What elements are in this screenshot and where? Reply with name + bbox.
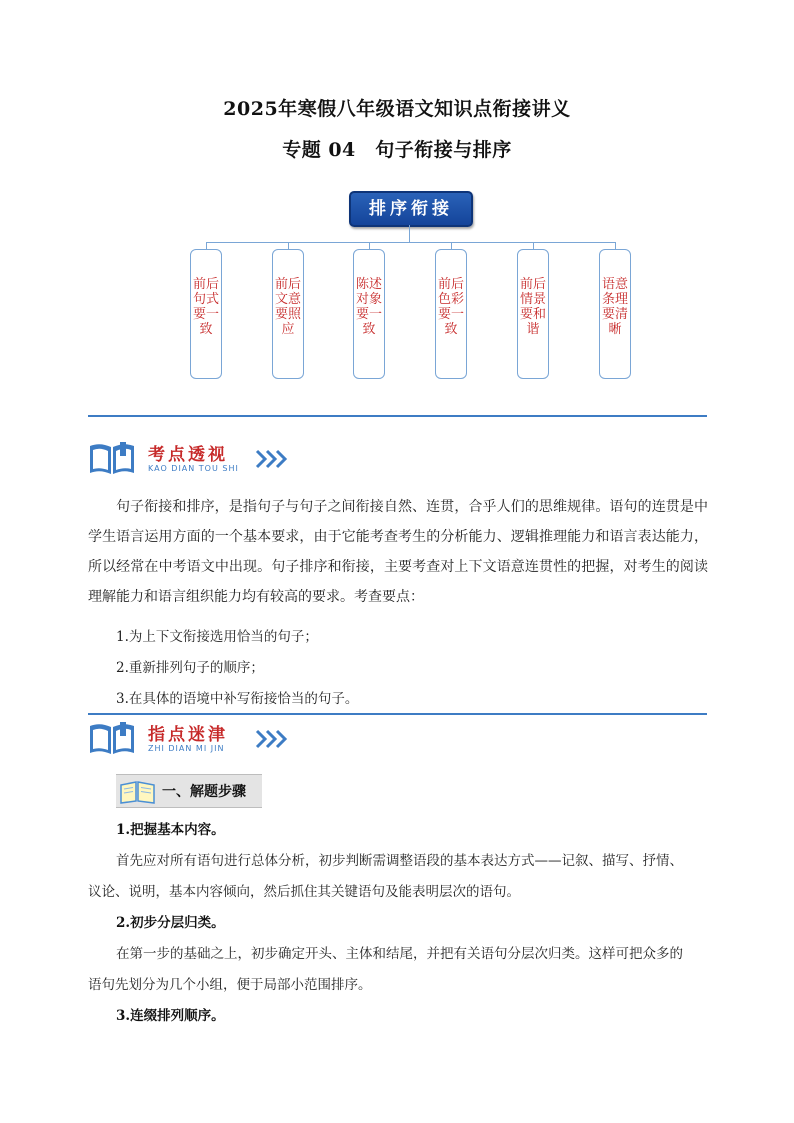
connector-line: [206, 242, 615, 243]
body-line: 在第一步的基础之上，初步确定开头、主体和结尾，并把有关语句分层次归类。这样可把众多的: [116, 946, 683, 962]
body-line: 议论、说明，基本内容倾向，然后抓住其关键语句及能表明层次的语句。: [88, 884, 520, 900]
connector-line: [369, 242, 370, 249]
step-title: 一、解题步骤: [162, 784, 246, 800]
connector-line: [409, 225, 410, 242]
open-book-icon: [88, 442, 136, 476]
open-book-icon: [88, 722, 136, 756]
mindmap-leaf: 语意条理要清晰: [599, 249, 631, 379]
section-title: 考点透视: [148, 445, 228, 465]
section-header-zhidian: [88, 718, 388, 760]
doc-title: 2025年寒假八年级语文知识点衔接讲义: [223, 98, 571, 120]
step-subheading: 2.初步分层归类。: [116, 915, 225, 931]
list-item: 1.为上下文衔接选用恰当的句子；: [116, 629, 318, 645]
connector-line: [533, 242, 534, 249]
section-header-kaodian: [88, 438, 388, 480]
body-line: 首先应对所有语句进行总体分析，初步判断需调整语段的基本表达方式——记叙、描写、抒情、: [116, 853, 683, 869]
mindmap-leaf: 陈述对象要一致: [353, 249, 385, 379]
section-pinyin: ZHI DIAN MI JIN: [148, 744, 225, 753]
section-pinyin: KAO DIAN TOU SHI: [148, 464, 239, 473]
connector-line: [451, 242, 452, 249]
mindmap-leaf: 前后色彩要一致: [435, 249, 467, 379]
mindmap-leaf: 前后文意要照应: [272, 249, 304, 379]
mindmap-leaf: 前后情景要和谐: [517, 249, 549, 379]
section-title: 指点迷津: [148, 725, 228, 745]
step-subheading: 3.连缀排列顺序。: [116, 1008, 225, 1024]
step-heading-box: [116, 774, 262, 808]
mindmap-leaf: 前后句式要一致: [190, 249, 222, 379]
connector-line: [288, 242, 289, 249]
body-line: 语句先划分为几个小组，便于局部小范围排序。: [88, 977, 372, 993]
mindmap-root: 排序衔接: [349, 191, 473, 227]
list-item: 2.重新排列句子的顺序；: [116, 660, 264, 676]
mind-map: [0, 0, 794, 400]
list-item: 3.在具体的语境中补写衔接恰当的句子。: [116, 691, 359, 707]
connector-line: [615, 242, 616, 249]
doc-subtitle: 专题 04 句子衔接与排序: [282, 139, 512, 161]
notebook-icon: [118, 779, 158, 805]
section-divider: [88, 713, 707, 715]
step-subheading: 1.把握基本内容。: [116, 822, 225, 838]
section-divider: [88, 415, 707, 417]
chevron-right-icon: [254, 728, 288, 750]
intro-paragraph: 句子衔接和排序，是指句子与句子之间衔接自然、连贯，合乎人们的思维规律。语句的连贯是中学生语言运用方面的一个基本要求，由于它能考查考生的分析能力、逻辑推理能力和语言表达能力，所以经常在中考语文中出现。句子排序和衔接，主要考查对上下文语意连贯性的把握，对考生的阅读理解能力和语言组织能力均有较高的要求。考查要点：: [88, 499, 708, 605]
chevron-right-icon: [254, 448, 288, 470]
connector-line: [206, 242, 207, 249]
